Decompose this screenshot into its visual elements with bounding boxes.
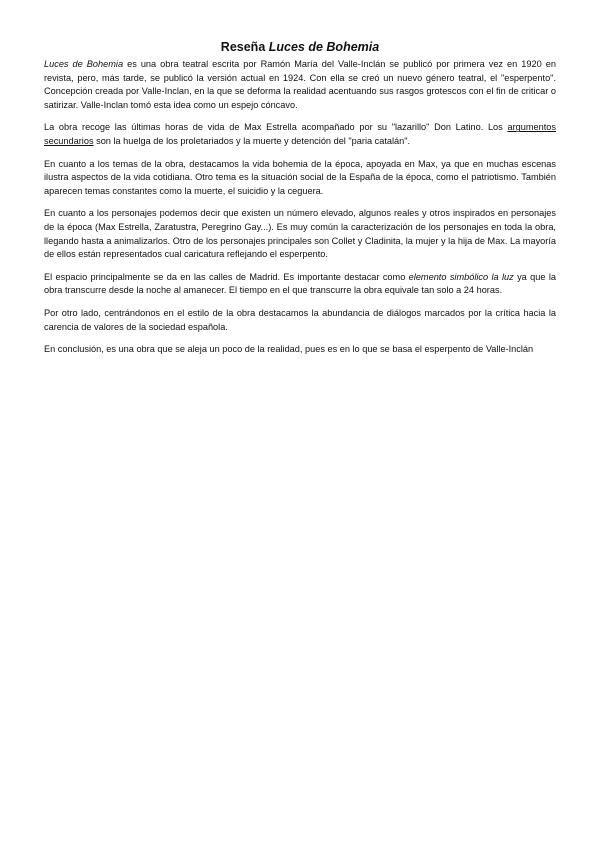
paragraph-plot — [44, 121, 556, 148]
space-italic: elemento simbólico la luz — [408, 271, 514, 282]
space-text-after: ya que la obra transcurre desde la noche al amanecer. El tiempo en el que transcurre la obra equivale tan solo a 24 horas. — [44, 271, 556, 296]
paragraph-style: Por otro lado, centrándonos en el estilo de la obra destacamos la abundancia de diálogos marcados por la crítica hacia la carencia de valores de la sociedad española. — [44, 307, 556, 332]
paragraph-space-time — [44, 271, 556, 298]
title-italic: Luces de Bohemia — [268, 40, 380, 54]
document-page — [44, 40, 556, 366]
intro-text: es una obra teatral escrita por Ramón María del Valle-Inclán se publicó por primera vez en 1920 en revista, pero, más tarde, se publicó la versión actual en 1924. Con ella se creó un nuevo género teatral, el "esperpento". Concepción creada por Valle-Inclan, en la que se deforma la realidad acentuando sus rasgos grotescos con el fin de criticar o satirizar. Valle-Inclan tomó esta idea como un espejo cóncavo. — [44, 59, 556, 110]
paragraph-conclusion: En conclusión, es una obra que se aleja un poco de la realidad, pues es en lo que se basa el esperpento de Valle-Inclán — [44, 344, 534, 355]
paragraph-themes: En cuanto a los temas de la obra, destacamos la vida bohemia de la época, apoyada en Max, ya que en muchas escenas ilustra aspectos de la vida cotidiana. Otro tema es la situación social de la España de la época, como el patriotismo. También aparecen temas constantes como la muerte, el suicidio y la ceguera. — [44, 158, 556, 196]
plot-text-after: son la huelga de los proletariados y la muerte y detención del "paria catalán". — [93, 135, 411, 146]
plot-text-before: La obra recoge las últimas horas de vida de Max Estrella acompañado por su "lazarillo" Don Latino. Los — [44, 122, 508, 133]
title-prefix: Reseña — [220, 40, 269, 54]
plot-underlined: argumentos secundarios — [44, 122, 556, 146]
paragraph-characters: En cuanto a los personajes podemos decir que existen un número elevado, algunos reales y otros inspirados en personajes de la época (Max Estrella, Zaratustra, Peregrino Gay...). Es muy común la caracterización de los personajes en toda la obra, llegando hasta a animalizarlos. Otro de los personajes principales son Collet y Cladinita, la mujer y la hija de Max. La mayoría de ellos están representados cual caricatura reflejando el esperpento. — [44, 208, 556, 260]
space-text-before: El espacio principalmente se da en las calles de Madrid. Es importante destacar como — [44, 271, 409, 282]
paragraph-intro — [44, 58, 556, 112]
intro-italic-lead: Luces de Bohemia — [44, 59, 124, 69]
document-title — [44, 40, 556, 55]
